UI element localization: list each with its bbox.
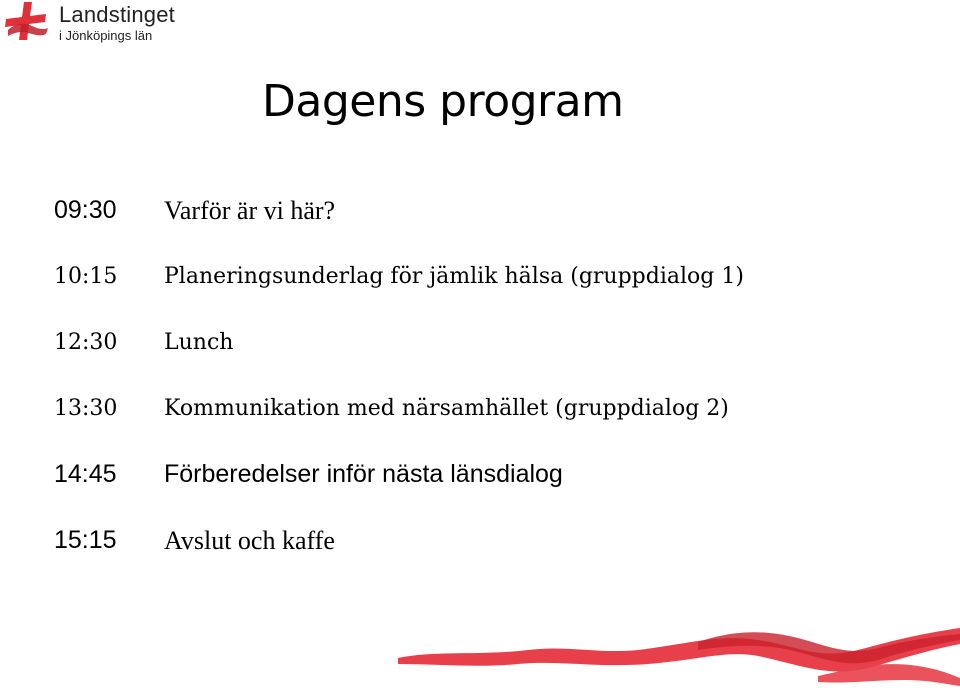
page-title: Dagens program — [262, 76, 624, 127]
schedule-row — [54, 394, 914, 460]
schedule-time: 14:45 — [54, 460, 117, 488]
schedule-activity: Lunch — [164, 330, 234, 355]
schedule-row — [54, 526, 914, 592]
logo-subtitle: i Jönköpings län — [59, 28, 153, 43]
schedule-activity: Kommunikation med närsamhället (gruppdialog 2) — [164, 396, 729, 421]
schedule-activity: Varför är vi här? — [164, 196, 336, 225]
schedule-activity: Avslut och kaffe — [164, 526, 335, 555]
schedule-time: 09:30 — [54, 196, 117, 224]
schedule-time: 10:15 — [54, 264, 118, 289]
logo-name: Landstinget — [59, 2, 175, 27]
schedule-time: 15:15 — [54, 526, 117, 554]
schedule-activity: Förberedelser inför nästa länsdialog — [164, 460, 563, 488]
landstinget-cross-logo-icon — [2, 0, 52, 44]
schedule-list — [54, 196, 914, 592]
schedule-row — [54, 262, 914, 328]
decorative-ribbon — [398, 620, 960, 688]
schedule-time: 12:30 — [54, 330, 118, 355]
schedule-row — [54, 460, 914, 526]
schedule-row — [54, 328, 914, 394]
landstinget-logo — [2, 0, 202, 46]
schedule-row — [54, 196, 914, 262]
schedule-time: 13:30 — [54, 396, 118, 421]
schedule-activity: Planeringsunderlag för jämlik hälsa (gruppdialog 1) — [164, 264, 744, 289]
